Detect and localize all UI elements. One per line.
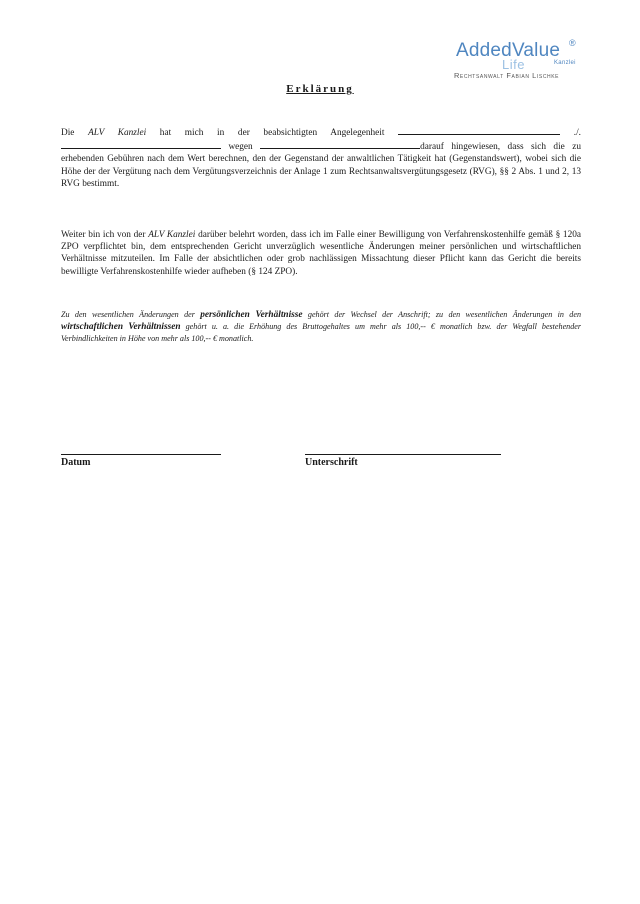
subject-blank[interactable] [260, 139, 420, 149]
opponent-blank[interactable] [61, 139, 221, 149]
firm-reference: ALV Kanzlei [148, 230, 196, 240]
paragraph-fee-notice: Die ALV Kanzlei hat mich in der beabsichtigten Angelegenheit ./. wegen darauf hingewiesen, dass sich die zu erhebenden Gebühren nach dem Wert berechnen, den der Gegenstand der anwaltlichen Tätigkeit hat (Gegenstandswert), wobei sich die Höhe der der Vergütung nach dem Vergütungsverzeichnis der Anlage 1 zum Rechtsanwaltsvergütungsgesetz (RVG), §§ 2 Abs. 1 und 2, 13 RVG bestimmt. [61, 125, 581, 190]
signature-line[interactable] [305, 454, 501, 455]
paragraph-changes-note: Zu den wesentlichen Änderungen der persönlichen Verhältnisse gehört der Wechsel der Anschrift; zu den wesentlichen Änderungen in den wirtschaftlichen Verhältnissen gehört u. a. die Erhöhung des Bruttogehaltes um mehr als 100,-- € monatlich bzw. der Wegfall bestehender Verbindlichkeiten in Höhe von mehr als 100,-- € monatlich. [61, 310, 581, 344]
date-line[interactable] [61, 454, 221, 455]
signature-label: Unterschrift [305, 457, 358, 468]
logo-wordmark: AddedValue [456, 40, 561, 61]
matter-blank[interactable] [398, 125, 560, 135]
document-title: Erklärung [286, 83, 354, 95]
bold-term: persönlichen Verhältnisse [200, 310, 303, 320]
firm-reference: ALV Kanzlei [88, 128, 147, 138]
registered-mark: ® [569, 38, 576, 48]
logo-life: Life [502, 57, 525, 72]
paragraph-legal-aid-notice: Weiter bin ich von der ALV Kanzlei darüber belehrt worden, dass ich im Falle einer Bewilligung von Verfahrenskostenhilfe gemäß § 120a ZPO verpflichtet bin, dem entsprechenden Gericht unverzüglich wesentliche Änderungen meiner persönlichen und wirtschaftlichen Verhältnisse mitzuteilen. Im Falle der absichtlichen oder grob nachlässigen Missachtung dieser Pflicht kann das Gericht die bereits bewilligte Verfahrenskostenhilfe wieder aufheben (§ 124 ZPO). [61, 230, 582, 277]
bold-term: wirtschaftlichen Verhältnissen [61, 322, 181, 333]
date-label: Datum [61, 457, 91, 468]
firm-name: Rechtsanwalt Fabian Lischke [454, 71, 560, 80]
logo-kanzlei: Kanzlei [554, 60, 576, 66]
